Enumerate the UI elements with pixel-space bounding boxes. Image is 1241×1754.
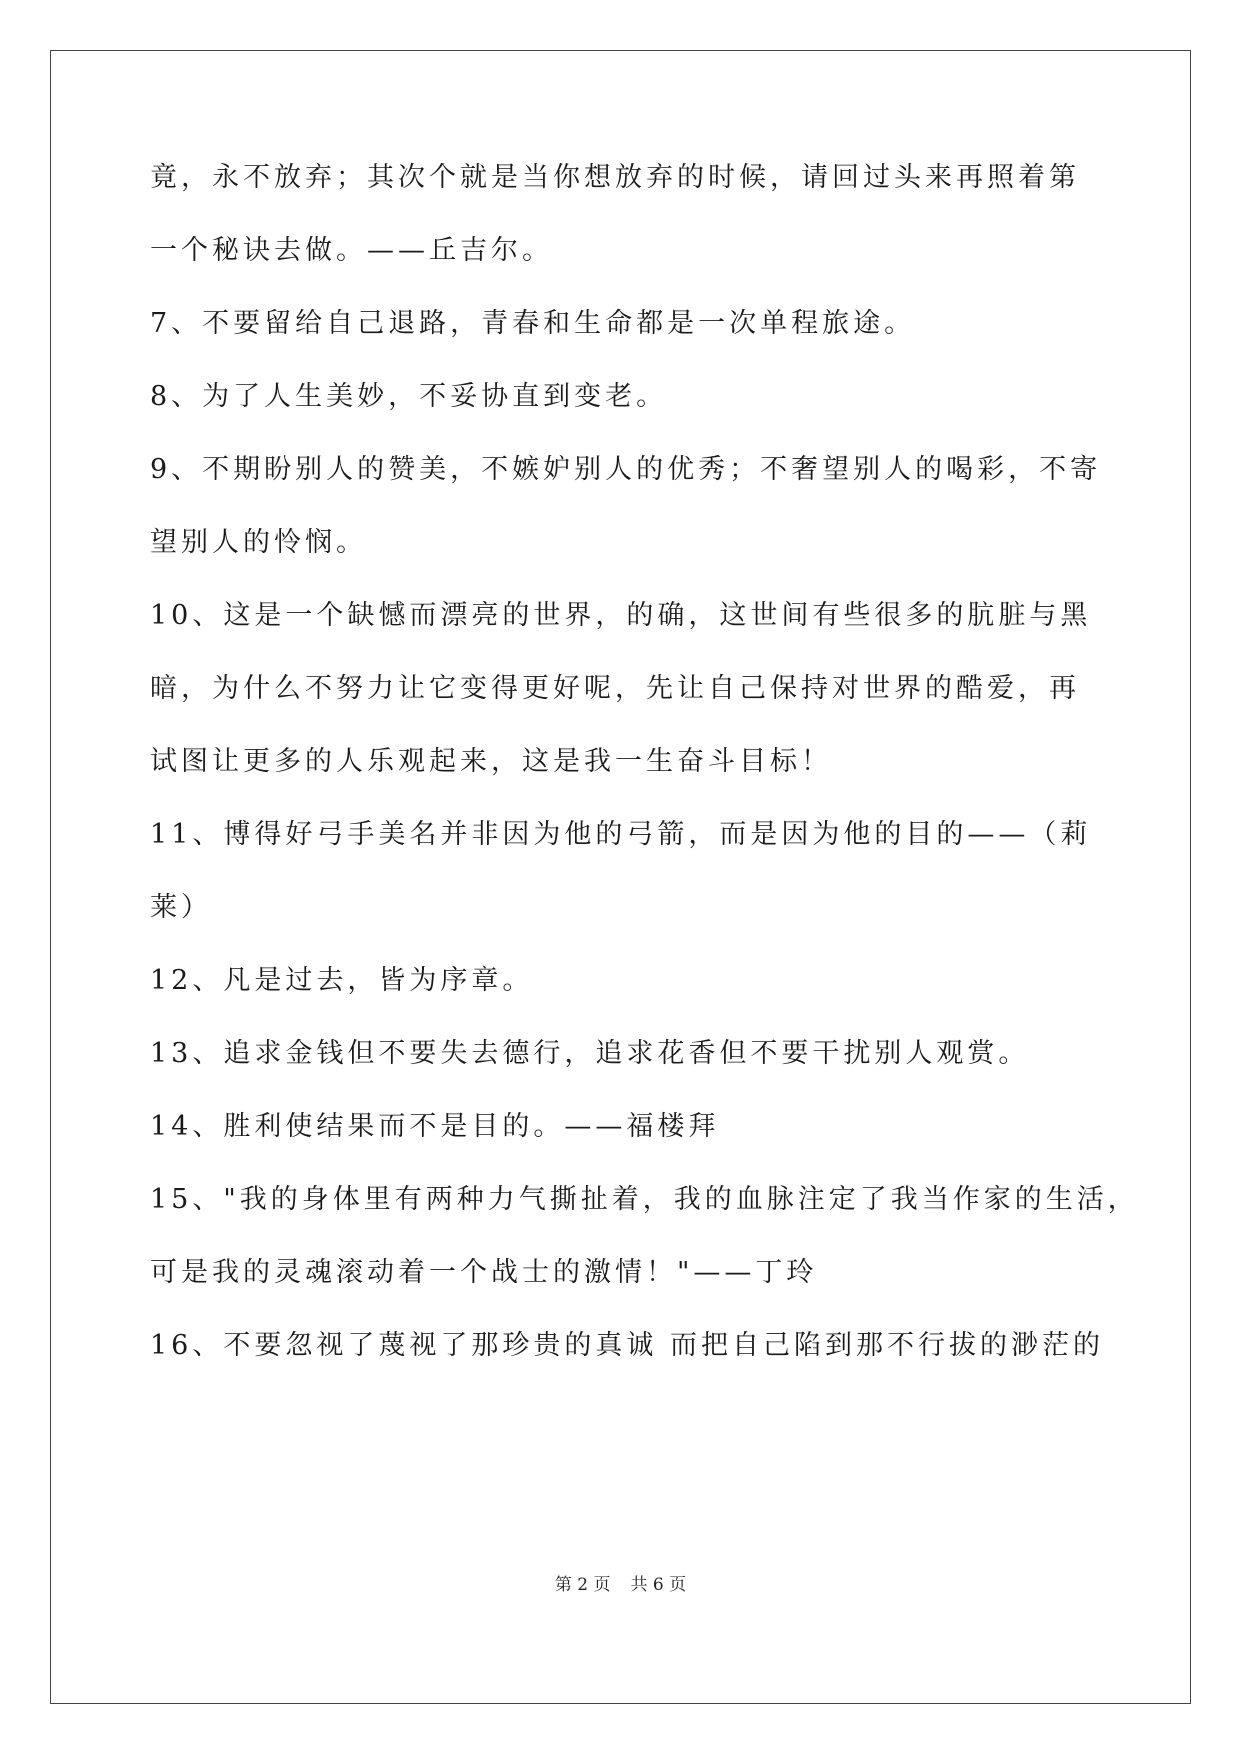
page-footer [0,1570,1241,1595]
text-line: 暗，为什么不努力让它变得更好呢，先让自己保持对世界的酷爱，再 [150,673,1080,704]
text-line: 可是我的灵魂滚动着一个战士的激情！"——丁玲 [150,1257,818,1288]
text-line: 7、不要留给自己退路，青春和生命都是一次单程旅途。 [150,308,916,339]
text-line: 莱） [150,892,212,923]
text-line: 11、博得好弓手美名并非因为他的弓箭，而是因为他的目的——（莉 [150,819,1092,850]
text-line: 9、不期盼别人的赞美，不嫉妒别人的优秀；不奢望别人的喝彩，不寄 [150,454,1102,485]
page-border [50,50,1191,1704]
text-line: 一个秘诀去做。——丘吉尔。 [150,235,553,266]
text-line: 14、胜利使结果而不是目的。——福楼拜 [150,1111,720,1142]
page-total: 共 6 页 [630,1575,687,1595]
text-line: 15、"我的身体里有两种力气撕扯着，我的血脉注定了我当作家的生活， [150,1184,1139,1215]
text-line: 12、凡是过去，皆为序章。 [150,965,534,996]
text-line: 竟，永不放弃；其次个就是当你想放弃的时候，请回过头来再照着第 [150,162,1080,193]
text-line: 10、这是一个缺憾而漂亮的世界，的确，这世间有些很多的肮脏与黑 [150,600,1092,631]
text-line: 16、不要忽视了蔑视了那珍贵的真诚 而把自己陷到那不行拔的渺茫的 [150,1330,1104,1361]
page-number: 第 2 页 [554,1575,611,1595]
text-line: 8、为了人生美妙，不妥协直到变老。 [150,381,668,412]
text-line: 望别人的怜悯。 [150,527,367,558]
text-line: 13、追求金钱但不要失去德行，追求花香但不要干扰别人观赏。 [150,1038,1030,1069]
text-line: 试图让更多的人乐观起来，这是我一生奋斗目标！ [150,746,832,777]
